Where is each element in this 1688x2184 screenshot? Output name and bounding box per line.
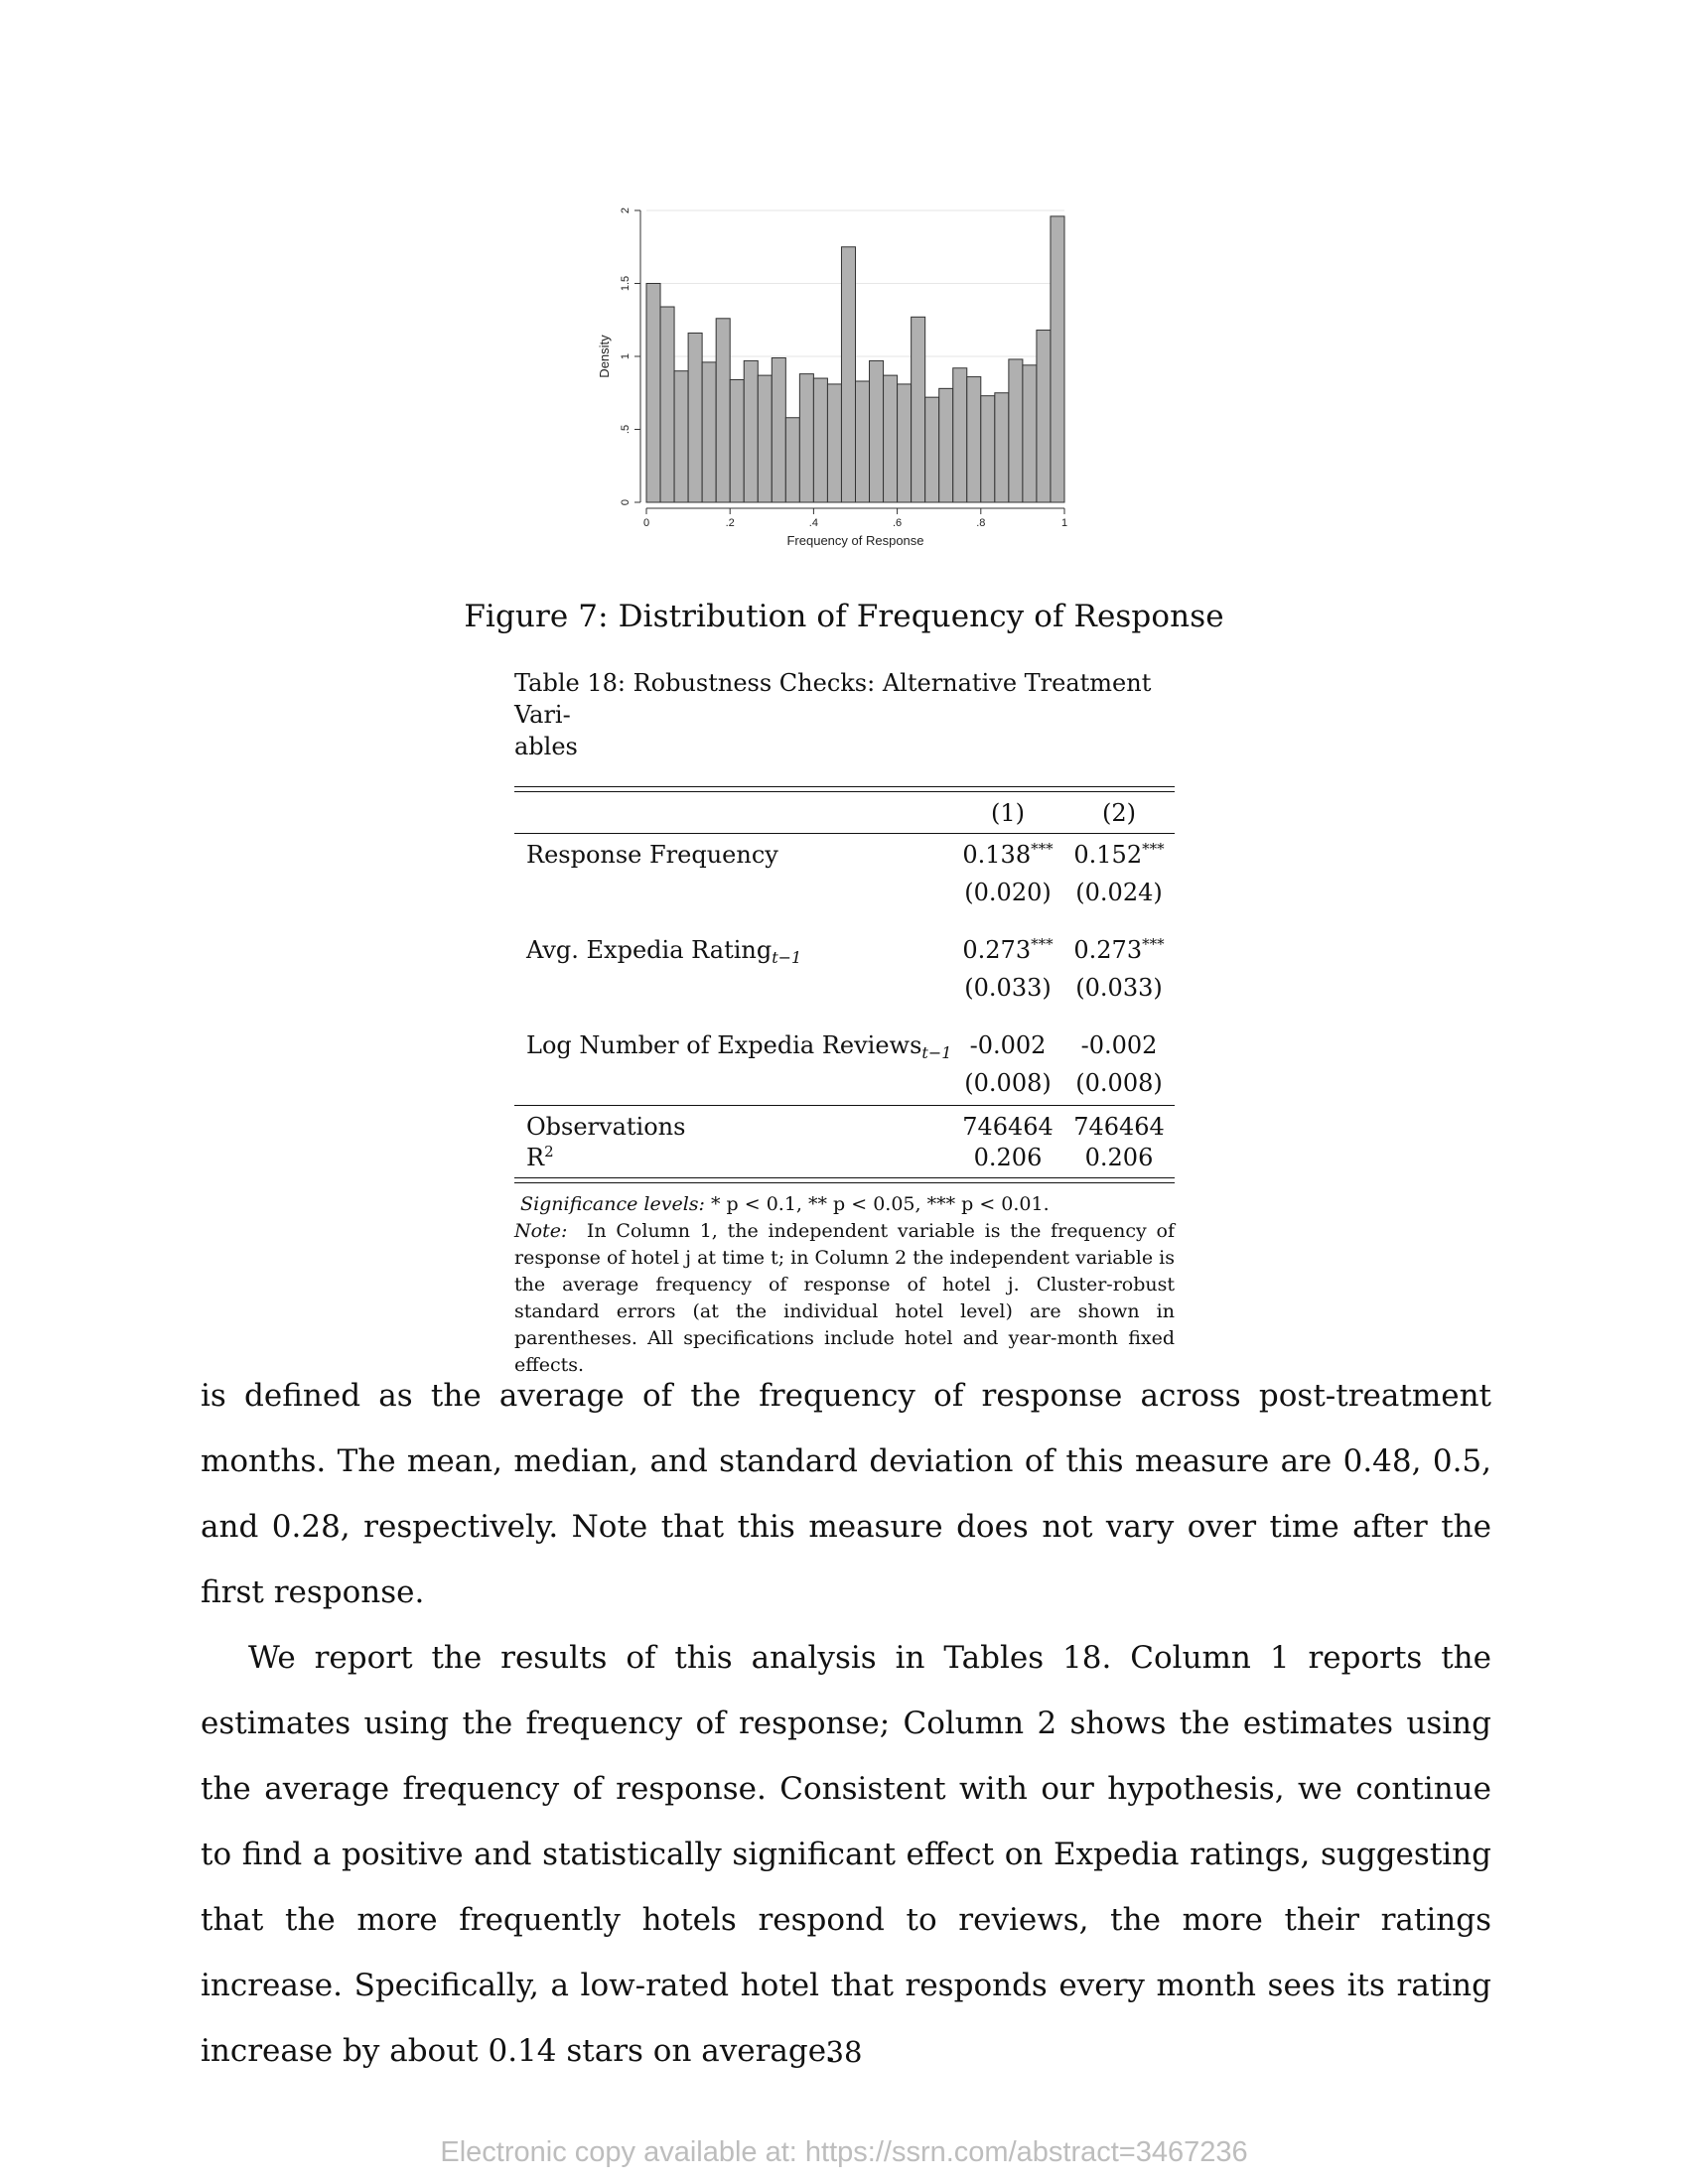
stats-row bbox=[514, 1143, 1175, 1173]
ssrn-footer: Electronic copy available at: https://ssrn.com/abstract=3467236 bbox=[440, 2136, 1248, 2168]
histogram-bar bbox=[856, 381, 870, 502]
histogram-bar bbox=[939, 388, 953, 502]
significance-label: Significance levels: bbox=[520, 1193, 705, 1215]
variable-subscript: t−1 bbox=[921, 1043, 952, 1062]
histogram-bars bbox=[646, 216, 1064, 502]
histogram-bar bbox=[870, 360, 884, 502]
significance-text: * p < 0.1, ** p < 0.05, *** p < 0.01. bbox=[711, 1193, 1050, 1215]
row-spacer bbox=[514, 1004, 1175, 1030]
page-number: 38 bbox=[825, 2035, 863, 2069]
histogram-bar bbox=[674, 371, 688, 502]
histogram-bar bbox=[772, 357, 785, 502]
y-tick-label: 0 bbox=[620, 498, 632, 506]
histogram-bar bbox=[702, 362, 716, 502]
table-notes bbox=[514, 1191, 1175, 1379]
histogram-bar bbox=[688, 333, 702, 502]
stats-row bbox=[514, 1106, 1175, 1143]
histogram-bar bbox=[716, 319, 730, 502]
variable-label bbox=[514, 935, 952, 973]
variable-name: Log Number of Expedia Reviews bbox=[526, 1031, 922, 1059]
histogram-bar bbox=[813, 378, 827, 502]
coef-value: 0.138 bbox=[962, 841, 1032, 869]
column-header: (2) bbox=[1102, 799, 1136, 827]
histogram-bar bbox=[660, 307, 674, 502]
standard-error-cell: (0.033) bbox=[1075, 974, 1163, 1002]
histogram-bar bbox=[758, 375, 772, 502]
x-axis-label: Frequency of Response bbox=[786, 533, 924, 548]
stat-label bbox=[514, 1106, 952, 1143]
table-header-row bbox=[514, 792, 1175, 833]
empty-cell bbox=[514, 1068, 952, 1099]
paragraph: We report the results of this analysis in Tables 18. Column 1 reports the estimates using the frequency of response; Column 2 shows the estimates using the average frequency of response. Consistent with our hypothesis, we continue to find a positive and statistically significant effect on Expedia ratings, suggesting that the more frequently hotels respond to reviews, the more their ratings increase. Specifically, a low-rated hotel that responds every month sees its rating increase by about 0.14 stars on average. bbox=[201, 1640, 1491, 2069]
coef-estimate-cell bbox=[1063, 935, 1175, 973]
regression-table bbox=[514, 792, 1175, 833]
coef-value: 0.273 bbox=[1073, 936, 1143, 964]
histogram-bar bbox=[1051, 216, 1064, 502]
histogram-bar bbox=[1037, 331, 1051, 502]
histogram-bar bbox=[841, 247, 855, 502]
coef-estimate-row bbox=[514, 1030, 1175, 1068]
table-caption-line: Table 18: Robustness Checks: Alternative Treatment Vari- bbox=[514, 669, 1152, 729]
coef-value: -0.002 bbox=[1080, 1031, 1158, 1059]
histogram-bar bbox=[967, 377, 981, 502]
histogram-bar bbox=[730, 380, 744, 502]
stat-value: 746464 bbox=[962, 1113, 1054, 1141]
coef-estimate-cell bbox=[952, 935, 1063, 973]
note-label: Note: bbox=[514, 1220, 568, 1242]
standard-error-cell: (0.008) bbox=[1075, 1069, 1163, 1097]
coef-estimate-cell bbox=[952, 834, 1063, 878]
paragraph: is defined as the average of the frequency of response across post-treatment months. The mean, median, and standard deviation of this measure are 0.48, 0.5, and 0.28, respectively. Note that this measure does not vary over time after the first response. bbox=[201, 1378, 1491, 1610]
variable-name: Avg. Expedia Rating bbox=[526, 936, 773, 964]
y-tick-label: 1.5 bbox=[620, 275, 632, 292]
stats-table bbox=[514, 1106, 1175, 1173]
histogram-bar bbox=[1023, 365, 1037, 502]
coefficient-table bbox=[514, 834, 1175, 1105]
histogram-bar bbox=[912, 317, 925, 502]
header-empty-cell bbox=[514, 792, 952, 833]
stat-label bbox=[514, 1143, 952, 1173]
histogram-bar bbox=[785, 418, 799, 502]
coef-value: -0.002 bbox=[969, 1031, 1047, 1059]
histogram-bar bbox=[981, 396, 995, 502]
significance-note bbox=[514, 1191, 1175, 1218]
coef-estimate-row bbox=[514, 935, 1175, 973]
histogram-bar bbox=[744, 360, 758, 502]
empty-cell bbox=[514, 878, 952, 908]
coef-estimate-cell bbox=[1063, 834, 1175, 878]
histogram-bar bbox=[925, 397, 939, 502]
histogram-bar bbox=[898, 384, 912, 502]
histogram-bar bbox=[827, 384, 841, 502]
histogram-bar bbox=[1009, 359, 1023, 502]
x-tick-label: 1 bbox=[1060, 517, 1068, 529]
histogram-figure bbox=[581, 199, 1097, 571]
note-text: In Column 1, the independent variable is the frequency of response of hotel j at time t; in Column 2 the independent variable is the average frequency of response of hotel j. Cluster-robust standard errors (at the individual hotel level) are shown in parentheses. All specifications include hotel and year-month fixed effects. bbox=[514, 1220, 1175, 1376]
coef-se-row bbox=[514, 973, 1175, 1004]
histogram-bar bbox=[884, 375, 898, 502]
histogram-bar bbox=[646, 284, 660, 503]
column-header: (1) bbox=[991, 799, 1025, 827]
significance-stars: *** bbox=[1142, 935, 1165, 953]
y-tick-label: 1 bbox=[620, 352, 632, 360]
table-caption-line: ables bbox=[514, 733, 578, 760]
coef-estimate-row bbox=[514, 834, 1175, 878]
histogram-chart bbox=[581, 199, 1097, 571]
table-caption bbox=[514, 667, 1175, 762]
standard-error-cell: (0.033) bbox=[964, 974, 1052, 1002]
standard-error-cell: (0.008) bbox=[964, 1069, 1052, 1097]
row-spacer bbox=[514, 908, 1175, 935]
table-note bbox=[514, 1218, 1175, 1379]
figure-caption: Figure 7: Distribution of Frequency of Response bbox=[464, 599, 1224, 634]
coef-value: 0.152 bbox=[1073, 841, 1143, 869]
histogram-bar bbox=[799, 374, 813, 502]
stat-value: 0.206 bbox=[1084, 1144, 1154, 1171]
histogram-bar bbox=[953, 368, 967, 502]
significance-stars: *** bbox=[1031, 840, 1054, 858]
stat-value: 0.206 bbox=[973, 1144, 1043, 1171]
variable-label bbox=[514, 834, 952, 878]
x-tick-label: .2 bbox=[725, 517, 735, 529]
y-axis-label: Density bbox=[597, 335, 612, 378]
stat-name: R bbox=[526, 1144, 545, 1171]
empty-cell bbox=[514, 973, 952, 1004]
body-text bbox=[201, 1363, 1491, 2084]
table-bottom-rule bbox=[514, 1177, 1175, 1183]
stat-superscript: 2 bbox=[544, 1143, 554, 1160]
coef-value: 0.273 bbox=[962, 936, 1032, 964]
histogram-bar bbox=[995, 393, 1009, 502]
coef-estimate-cell bbox=[952, 1030, 1063, 1068]
stat-name: Observations bbox=[526, 1113, 686, 1141]
significance-stars: *** bbox=[1142, 840, 1165, 858]
significance-stars: *** bbox=[1031, 935, 1054, 953]
y-tick-label: .5 bbox=[620, 424, 632, 435]
variable-subscript: t−1 bbox=[772, 948, 802, 967]
coef-estimate-cell bbox=[1063, 1030, 1175, 1068]
x-tick-label: 0 bbox=[642, 517, 650, 529]
x-tick-label: .8 bbox=[976, 517, 986, 529]
stat-value: 746464 bbox=[1073, 1113, 1165, 1141]
coef-se-row bbox=[514, 878, 1175, 908]
x-tick-label: .6 bbox=[893, 517, 903, 529]
standard-error-cell: (0.024) bbox=[1075, 879, 1163, 906]
y-tick-label: 2 bbox=[620, 206, 632, 214]
variable-label bbox=[514, 1030, 952, 1068]
variable-name: Response Frequency bbox=[526, 841, 778, 869]
standard-error-cell: (0.020) bbox=[964, 879, 1052, 906]
x-tick-label: .4 bbox=[808, 517, 818, 529]
regression-table-block bbox=[514, 667, 1175, 1379]
coef-se-row bbox=[514, 1068, 1175, 1099]
